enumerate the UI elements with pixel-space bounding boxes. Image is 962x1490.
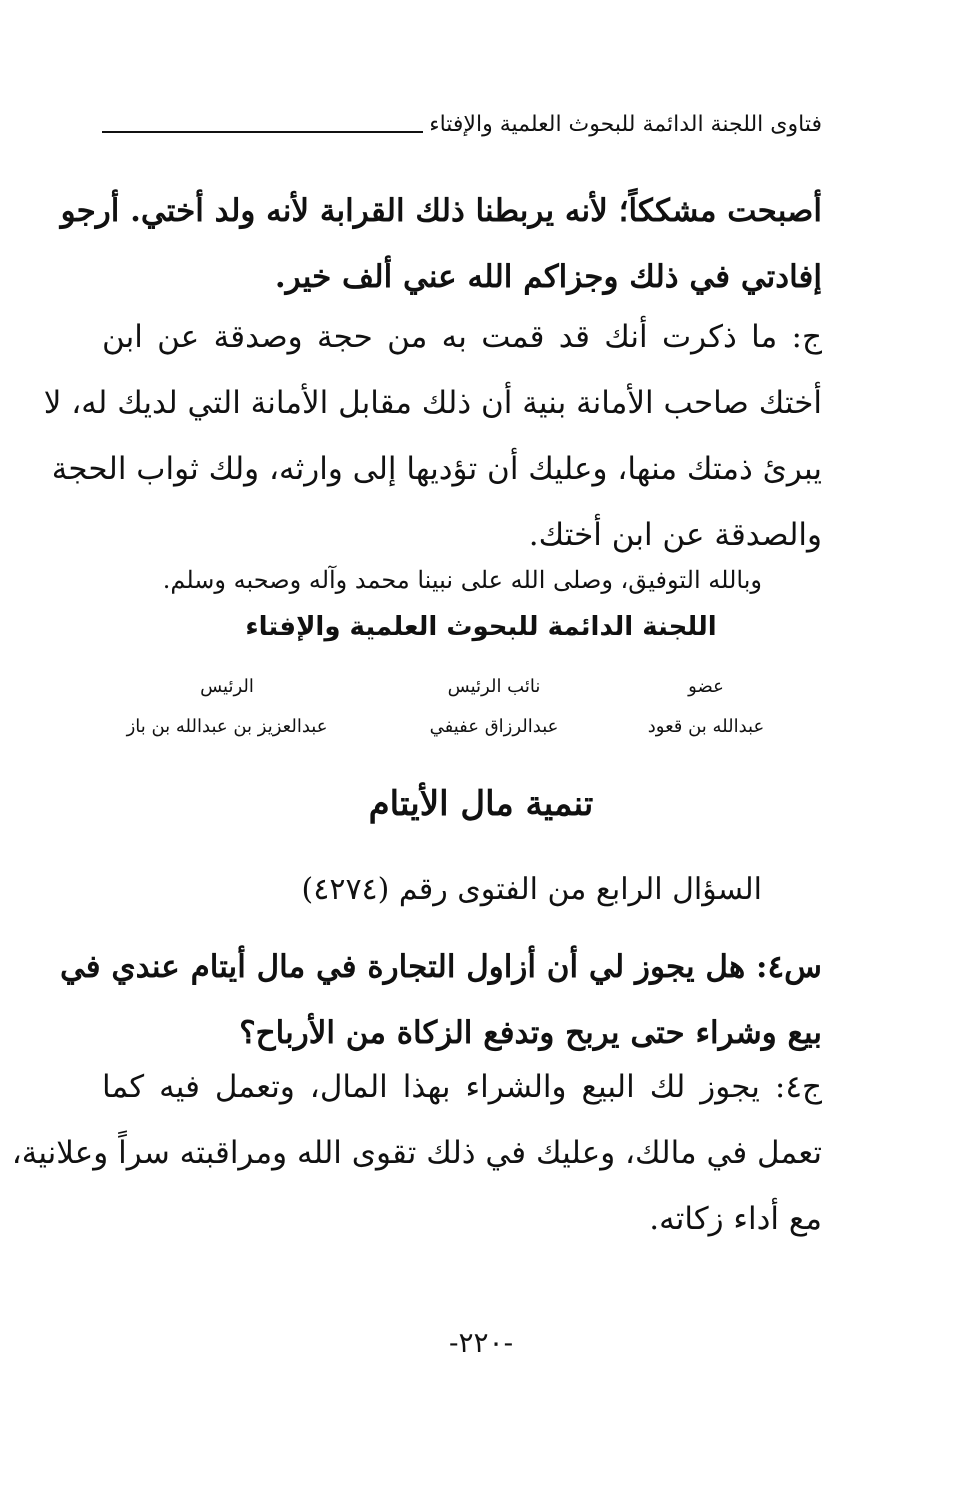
answer-2	[11, 1054, 822, 1252]
question-line: أصبحت مشككاً؛ لأنه يربطنا ذلك القرابة لأنه ولد أختي. أرجو	[60, 193, 822, 229]
role-chair: الرئيس	[200, 676, 254, 697]
name-chair: عبدالعزيز بن عبدالله بن باز	[126, 716, 328, 737]
closing-formula: وبالله التوفيق، وصلى الله على نبينا محمد وآله وصحبه وسلم.	[162, 566, 762, 594]
header-rule	[102, 131, 423, 133]
answer-1	[43, 304, 822, 568]
running-header	[102, 112, 822, 137]
name-member: عبدالله بن قعود	[647, 716, 765, 737]
question-line: إفادتي في ذلك وجزاكم الله عني ألف خير.	[274, 259, 822, 295]
question-2	[59, 934, 822, 1066]
question-line: س٤: هل يجوز لي أن أزاول التجارة في مال أيتام عندي في	[59, 949, 822, 985]
answer-line: ج: ما ذكرت أنك قد قمت به من حجة وصدقة عن ابن	[102, 319, 822, 355]
section-title: تنمية مال الأيتام	[368, 784, 594, 824]
question-continued	[60, 178, 822, 310]
answer-line: ج٤: يجوز لك البيع والشراء بهذا المال، وتعمل فيه كما	[102, 1069, 822, 1105]
signatory-names	[0, 716, 962, 746]
question-line: بيع وشراء حتى يربح وتدفع الزكاة من الأرباح؟	[239, 1015, 822, 1051]
committee-name: اللجنة الدائمة للبحوث العلمية والإفتاء	[245, 612, 717, 642]
signatory-roles	[0, 676, 962, 706]
fatwa-reference: السؤال الرابع من الفتوى رقم (٤٢٧٤)	[301, 872, 762, 907]
role-deputy: نائب الرئيس	[447, 676, 541, 697]
running-title: فتاوى اللجنة الدائمة للبحوث العلمية والإفتاء	[429, 112, 822, 137]
role-member: عضو	[688, 676, 724, 697]
answer-line: أختك صاحب الأمانة بنية أن ذلك مقابل الأمانة التي لديك له، لا	[43, 385, 822, 421]
answer-line: تعمل في مالك، وعليك في ذلك تقوى الله ومراقبته سراً وعلانية،	[11, 1135, 822, 1171]
answer-line: مع أداء زكاته.	[649, 1201, 822, 1237]
name-deputy: عبدالرزاق عفيفي	[429, 716, 559, 737]
answer-line: والصدقة عن ابن أختك.	[528, 517, 822, 553]
page-number: -٢٢٠-	[448, 1326, 514, 1359]
answer-line: يبرئ ذمتك منها، وعليك أن تؤديها إلى وارثه، ولك ثواب الحجة	[51, 451, 822, 487]
